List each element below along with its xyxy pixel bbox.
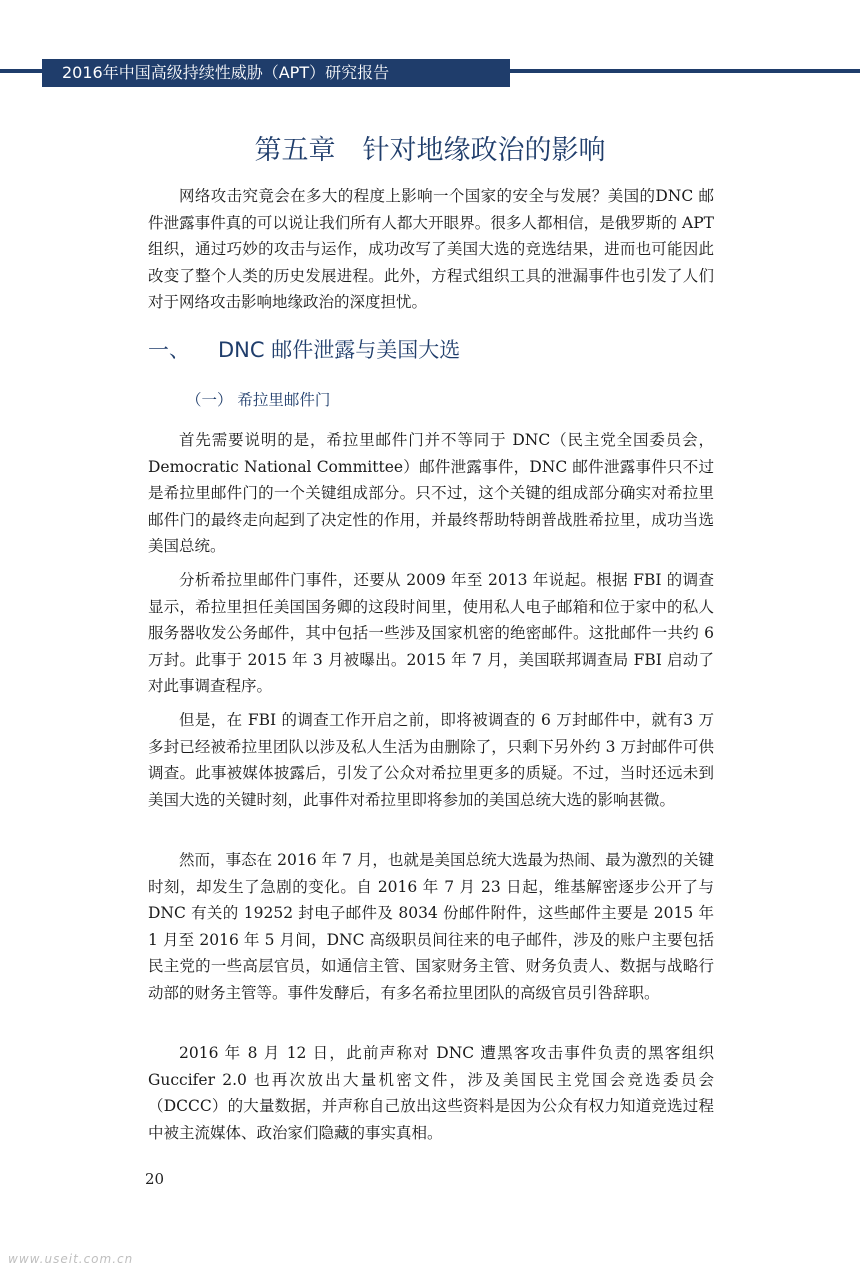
header-rule-left [0, 69, 42, 73]
body-paragraph-4: 然而，事态在 2016 年 7 月，也就是美国总统大选最为热闹、最为激烈的关键时刻，却发生了急剧的变化。自 2016 年 7 月 23 日起，维基解密逐步公开了与 DNC 有关的 19252 封电子邮件及 8034 份邮件附件，这些邮件主要是 2015 年 1 月至 2016 年 5 月间，DNC 高级职员间往来的电子邮件，涉及的账户主要包括民主党的一些高层官员，如通信主管、国家财务主管、财务负责人、数据与战略行动部的财务主管等。事件发酵后，有多名希拉里团队的高级官员引咎辞职。 [148, 851, 714, 1002]
body-paragraph-1: 首先需要说明的是，希拉里邮件门并不等同于 DNC（民主党全国委员会，Democratic National Committee）邮件泄露事件，DNC 邮件泄露事件只不过是希拉里邮件门的一个关键组成部分。只不过，这个关键的组成部分确实对希拉里邮件门的最终走向起到了决定性的作用，并最终帮助特朗普战胜希拉里，成功当选美国总统。 [148, 431, 714, 555]
section-heading [148, 334, 460, 364]
section-title: DNC 邮件泄露与美国大选 [218, 338, 461, 362]
section-number: 一、 [148, 338, 190, 362]
body-paragraph-3: 但是，在 FBI 的调查工作开启之前，即将被调查的 6 万封邮件中，就有3 万多封已经被希拉里团队以涉及私人生活为由删除了，只剩下另外约 3 万封邮件可供调查。此事被媒体披露后，引发了公众对希拉里更多的质疑。不过，当时还远未到美国大选的关键时刻，此事件对希拉里即将参加的美国总统大选的影响甚微。 [148, 711, 714, 809]
running-header-title: 2016年中国高级持续性威胁（APT）研究报告 [62, 63, 390, 82]
page-number: 20 [145, 1170, 165, 1188]
body-paragraph-2: 分析希拉里邮件门事件，还要从 2009 年至 2013 年说起。根据 FBI 的调查显示，希拉里担任美国国务卿的这段时间里，使用私人电子邮箱和位于家中的私人服务器收发公务邮件，其中包括一些涉及国家机密的绝密邮件。这批邮件一共约 6 万封。此事于 2015 年 3 月被曝出。2015 年 7 月，美国联邦调查局 FBI 启动了对此事调查程序。 [148, 571, 714, 695]
header-rule-right [510, 69, 860, 73]
chapter-title: 第五章 针对地缘政治的影响 [254, 135, 606, 166]
body-paragraph-5: 2016 年 8 月 12 日，此前声称对 DNC 遭黑客攻击事件负责的黑客组织Guccifer 2.0 也再次放出大量机密文件，涉及美国民主党国会竞选委员会（DCCC）的大量数据，并声称自己放出这些资料是因为公众有权力知道竞选过程中被主流媒体、政治家们隐藏的事实真相。 [148, 1044, 714, 1142]
intro-paragraph: 网络攻击究竟会在多大的程度上影响一个国家的安全与发展？美国的DNC 邮件泄露事件真的可以说让我们所有人都大开眼界。很多人都相信，是俄罗斯的 APT 组织，通过巧妙的攻击与运作，成功改写了美国大选的竞选结果，进而也可能因此改变了整个人类的历史发展进程。此外，方程式组织工具的泄漏事件也引发了人们对于网络攻击影响地缘政治的深度担忧。 [148, 187, 714, 311]
subsection-heading: （一） 希拉里邮件门 [186, 391, 331, 409]
watermark: www.useit.com.cn [8, 1252, 134, 1266]
